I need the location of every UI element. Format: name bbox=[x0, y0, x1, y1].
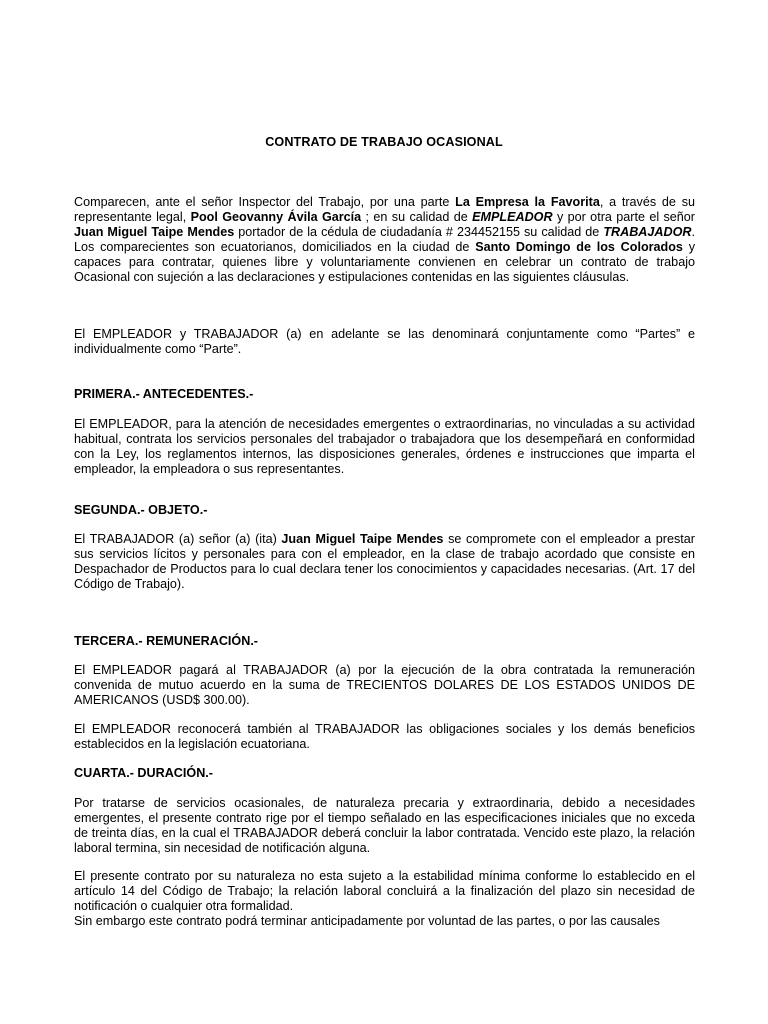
section-text-cuarta-1: Por tratarse de servicios ocasionales, de naturaleza precaria y extraordinaria, debido a necesidades emergentes, el presente contrato rige por el tiempo señalado en las especificaciones iniciales que no exceda de treinta días, en la cual el TRABAJADOR deberá concluir la labor contratada. Vencido este plazo, la relación laboral termina, sin necesidad de notificación alguna. bbox=[74, 796, 695, 855]
section-text-cuarta-2: El presente contrato por su naturaleza no esta sujeto a la estabilidad mínima conforme lo establecido en el artículo 14 del Código de Trabajo; la relación laboral concluirá a la finalización del plazo sin necesidad de notificación o cualquier otra formalidad. bbox=[74, 869, 695, 913]
document-title: CONTRATO DE TRABAJO OCASIONAL bbox=[265, 135, 503, 149]
section-heading-primera: PRIMERA.- ANTECEDENTES.- bbox=[74, 387, 254, 401]
intro-text: ; en su calidad de bbox=[361, 210, 473, 224]
city-name: Santo Domingo de los Colorados bbox=[475, 240, 683, 254]
section-heading-cuarta: CUARTA.- DURACIÓN.- bbox=[74, 766, 213, 780]
intro-text: y por otra parte el señor bbox=[552, 210, 696, 224]
section-text-cuarta-3: Sin embargo este contrato podrá terminar anticipadamente por voluntad de las partes, o por las causales bbox=[74, 914, 660, 928]
intro-text: , a través de su representante legal, bbox=[74, 195, 696, 224]
section-heading-tercera: TERCERA.- REMUNERACIÓN.- bbox=[74, 634, 259, 648]
section-heading-segunda: SEGUNDA.- OBJETO.- bbox=[74, 503, 208, 517]
intro-text: portador de la cédula de ciudadanía # 234452155 su calidad de bbox=[234, 225, 604, 239]
worker-role: TRABAJADOR bbox=[603, 225, 692, 239]
representative-name: Pool Geovanny Ávila García bbox=[190, 210, 362, 224]
intro-text: . Los comparecientes son ecuatorianos, domiciliados en la ciudad de bbox=[74, 225, 695, 254]
section-text-tercera-1: El EMPLEADOR pagará al TRABAJADOR (a) por la ejecución de la obra contratada la remuneración convenida de mutuo acuerdo en la suma de TRECIENTOS DOLARES DE LOS ESTADOS UNIDOS DE AMERICANOS (USD$ 300.00). bbox=[74, 663, 695, 707]
section-text-primera: El EMPLEADOR, para la atención de necesidades emergentes o extraordinarias, no vinculadas a su actividad habitual, contrata los servicios personales del trabajador o trabajadora que los desempeñará en conformidad con la Ley, los reglamentos internos, las disposiciones generales, órdenes e instrucciones que imparta el empleador, la empleadora o sus representantes. bbox=[74, 417, 695, 476]
company-name: La Empresa la Favorita bbox=[455, 195, 600, 209]
intro-paragraph bbox=[74, 195, 695, 285]
segunda-text: El TRABAJADOR (a) señor (a) (ita) bbox=[74, 532, 282, 546]
section-text-tercera-2: El EMPLEADOR reconocerá también al TRABAJADOR las obligaciones sociales y los demás beneficios establecidos en la legislación ecuatoriana. bbox=[74, 722, 695, 751]
worker-name: Juan Miguel Taipe Mendes bbox=[281, 532, 444, 546]
segunda-text: se compromete con el empleador a prestar sus servicios lícitos y personales para con el empleador, en la clase de trabajo acordado que consiste en Despachador de Productos para lo cual declara tener los conocimientos y capacidades necesarias. (Art. 17 del Código de Trabajo). bbox=[74, 532, 695, 591]
worker-name: Juan Miguel Taipe Mendes bbox=[74, 225, 235, 239]
employer-role: EMPLEADOR bbox=[472, 210, 553, 224]
section-text-segunda bbox=[74, 532, 695, 592]
intro-text: Comparecen, ante el señor Inspector del Trabajo, por una parte bbox=[74, 195, 456, 209]
intro-text: y capaces para contratar, quienes libre y voluntariamente convienen en celebrar un contrato de trabajo Ocasional con sujeción a las declaraciones y estipulaciones contenidas en las siguientes cláusulas. bbox=[74, 240, 695, 284]
parties-paragraph: El EMPLEADOR y TRABAJADOR (a) en adelante se las denominará conjuntamente como “Partes” e individualmente como “Parte”. bbox=[74, 327, 695, 356]
